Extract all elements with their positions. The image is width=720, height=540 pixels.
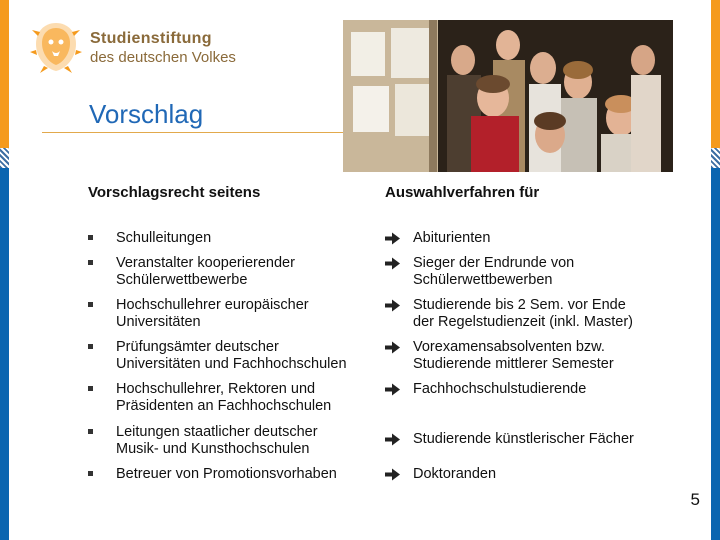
students-photo: [343, 20, 673, 172]
list-item-line: Abiturienten: [413, 230, 491, 246]
arrow-right-icon: [385, 231, 401, 246]
left-column-header: Vorschlagsrecht seitens: [88, 184, 261, 201]
lion-head-icon: [30, 20, 82, 74]
list-item-line: Musik- und Kunsthochschulen: [116, 441, 310, 457]
arrow-right-icon: [385, 256, 401, 271]
list-item-line: Schülerwettbewerben: [413, 272, 553, 288]
arrow-right-icon: [385, 298, 401, 313]
list-item-line: Schulleitungen: [116, 230, 212, 246]
list-item-line: Leitungen staatlicher deutscher: [116, 424, 318, 440]
brand-name-line2: des deutschen Volkes: [90, 49, 236, 66]
page-number: 5: [690, 490, 700, 509]
arrow-right-icon: [385, 340, 401, 355]
square-bullet-icon: [88, 260, 93, 265]
list-item-line: Fachhochschulstudierende: [413, 381, 587, 397]
page-title: Vorschlag: [89, 99, 204, 129]
list-item-line: Betreuer von Promotionsvorhaben: [116, 466, 337, 482]
list-item-line: Vorexamensabsolventen bzw.: [413, 339, 605, 355]
right-blue-band: [711, 168, 720, 540]
left-stripe-band: [0, 148, 9, 168]
list-item-line: Universitäten und Fachhochschulen: [116, 356, 347, 372]
list-item-line: der Regelstudienzeit (inkl. Master): [413, 314, 634, 330]
list-item-line: Universitäten: [116, 314, 201, 330]
list-item-line: Prüfungsämter deutscher: [116, 339, 279, 355]
list-item-line: Veranstalter kooperierender: [116, 255, 295, 271]
list-item-line: Studierende mittlerer Semester: [413, 356, 614, 372]
list-item-line: Präsidenten an Fachhochschulen: [116, 398, 332, 414]
list-item-line: Hochschullehrer europäischer: [116, 297, 309, 313]
square-bullet-icon: [88, 471, 93, 476]
arrow-right-icon: [385, 432, 401, 447]
brand-name-line1: Studienstiftung: [90, 30, 212, 47]
list-item-line: Sieger der Endrunde von: [413, 255, 575, 271]
arrow-right-icon: [385, 467, 401, 482]
title-underline: [42, 132, 344, 133]
list-item-line: Studierende künstlerischer Fächer: [413, 431, 634, 447]
right-stripe-band: [711, 148, 720, 168]
right-column-header: Auswahlverfahren für: [385, 184, 540, 201]
list-item-line: Hochschullehrer, Rektoren und: [116, 381, 316, 397]
arrow-right-icon: [385, 382, 401, 397]
list-item-line: Doktoranden: [413, 466, 497, 482]
square-bullet-icon: [88, 344, 93, 349]
square-bullet-icon: [88, 386, 93, 391]
square-bullet-icon: [88, 429, 93, 434]
list-item-line: Schülerwettbewerbe: [116, 272, 248, 288]
square-bullet-icon: [88, 302, 93, 307]
square-bullet-icon: [88, 235, 93, 240]
list-item-line: Studierende bis 2 Sem. vor Ende: [413, 297, 626, 313]
left-blue-band: [0, 168, 9, 540]
